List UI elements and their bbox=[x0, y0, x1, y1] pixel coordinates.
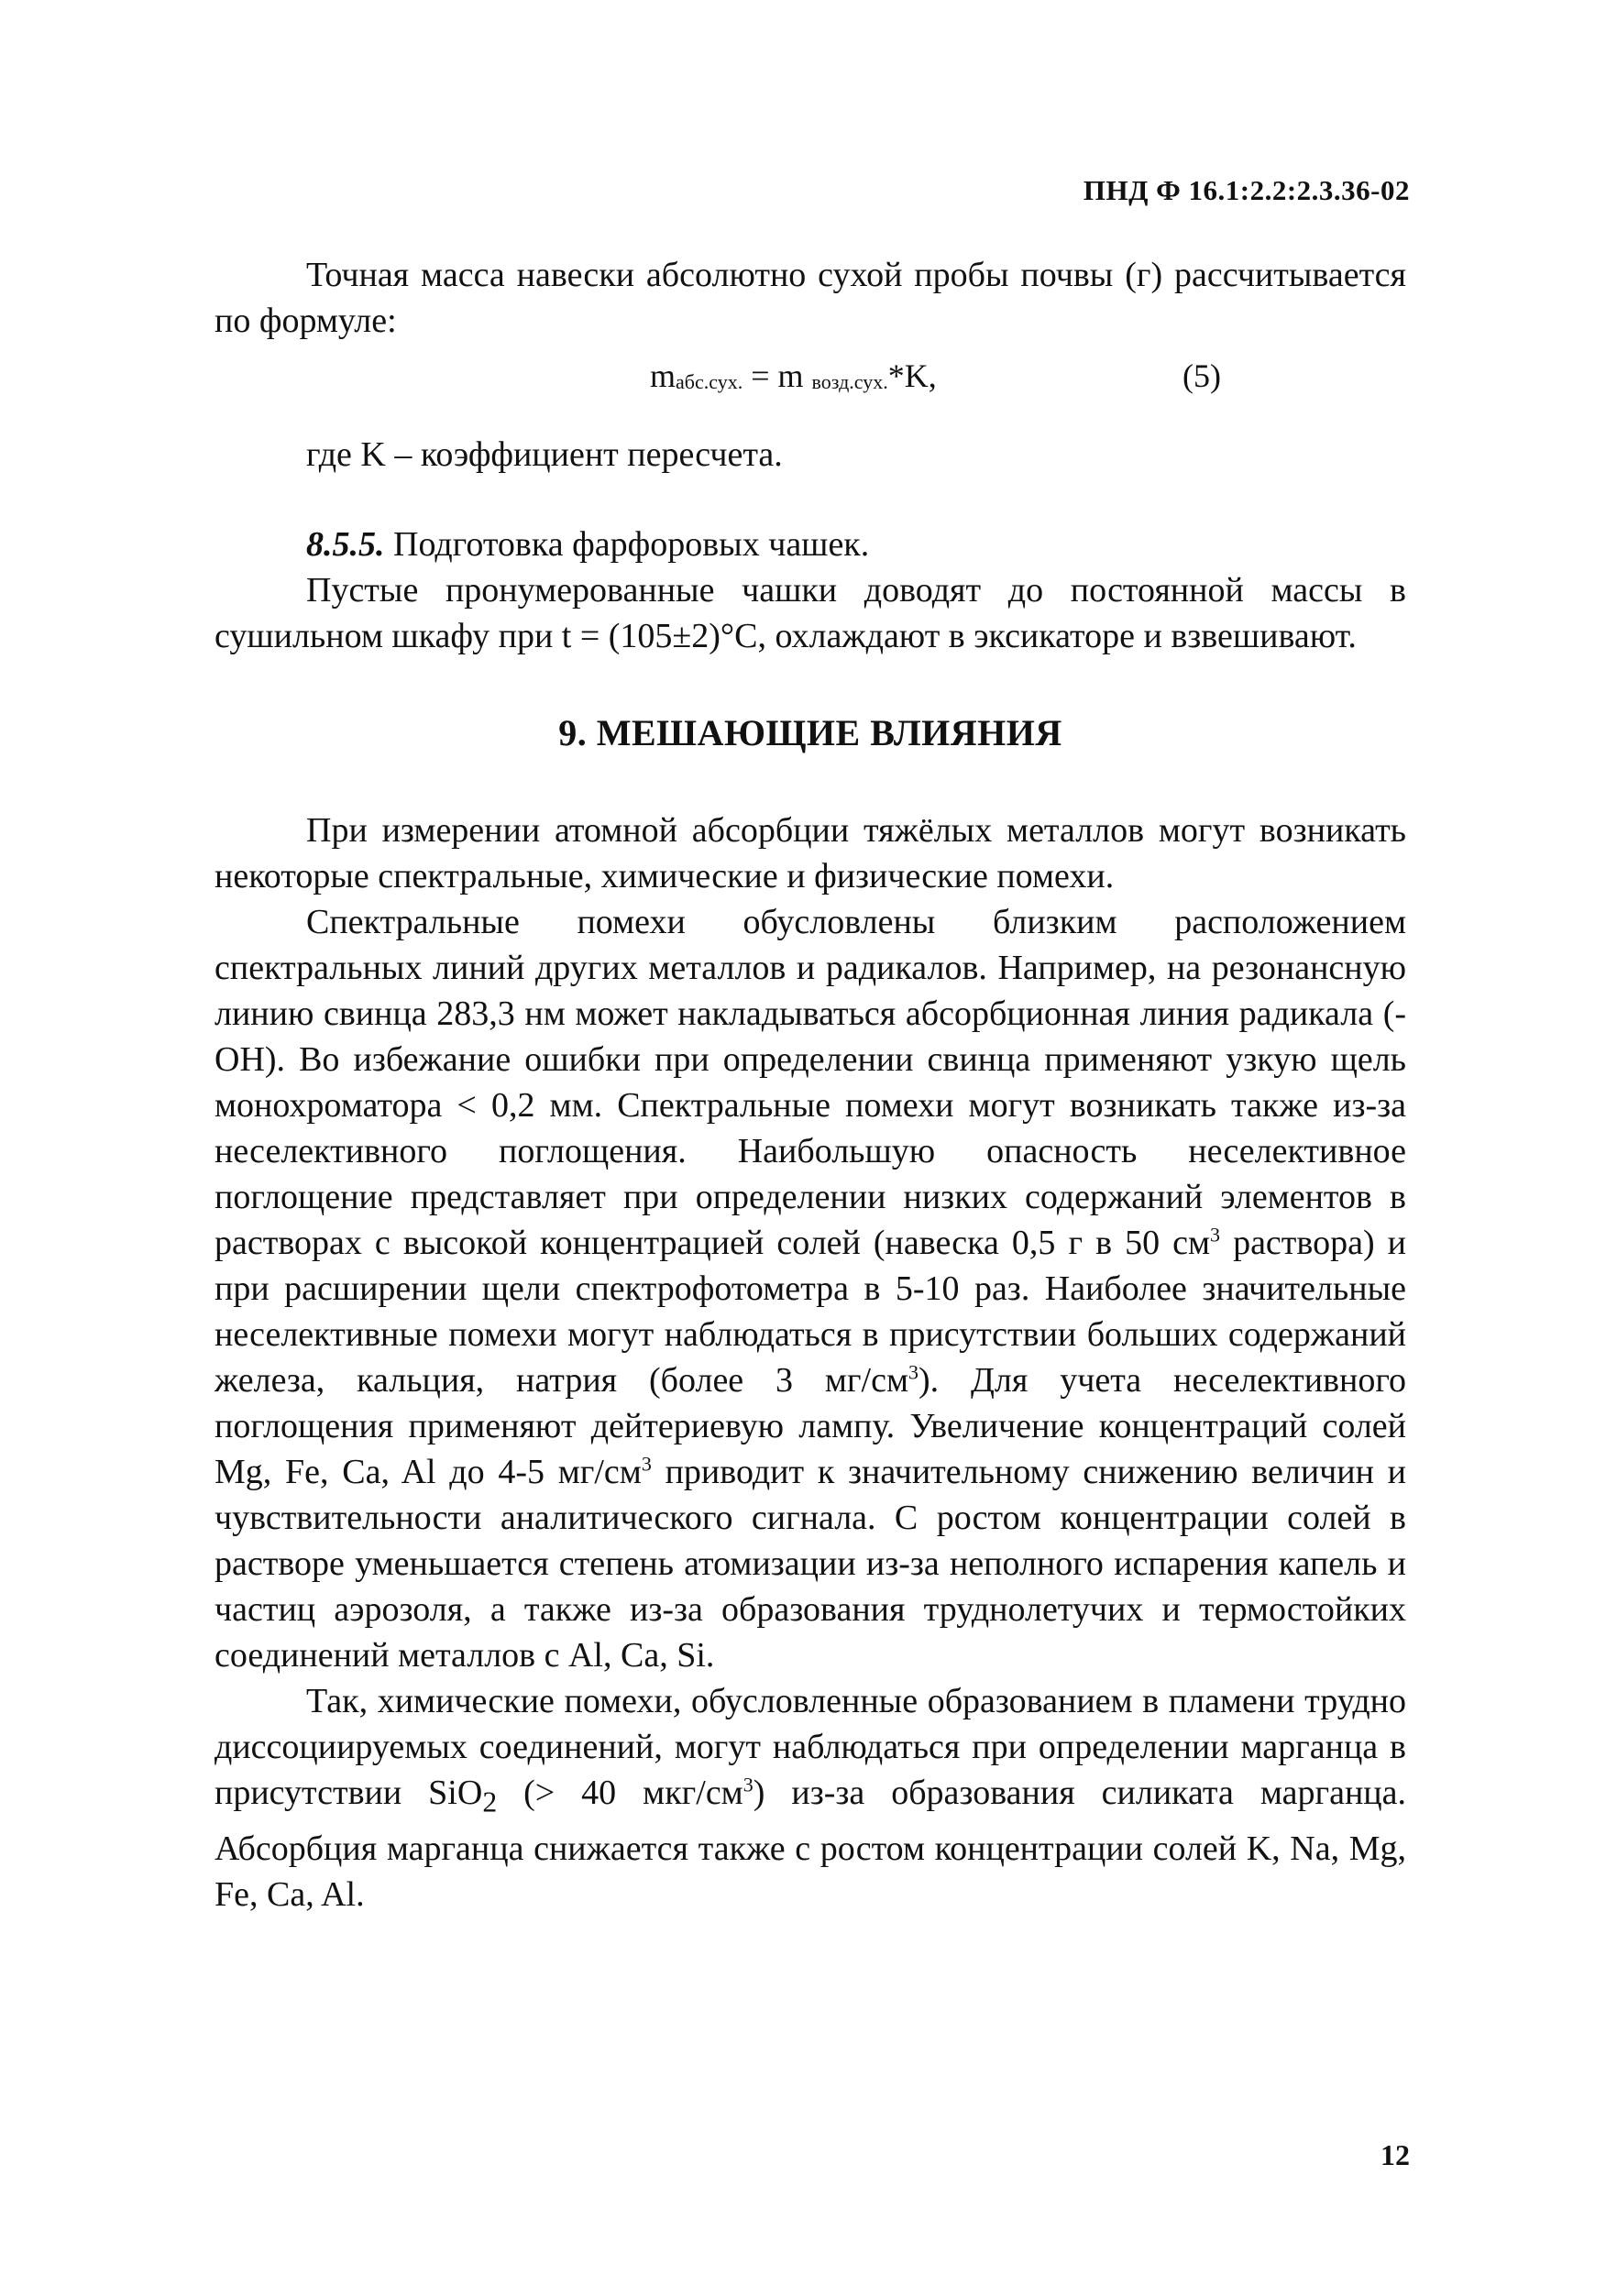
paragraph-3-part-b: (> 40 мкг/см bbox=[497, 1774, 743, 1812]
formula-m2-subscript: возд.сух. bbox=[811, 370, 888, 393]
paragraph-2-part-a: Спектральные помехи обусловлены близким расположением спектральных линий других металлов и радикалов. Например, на резонансную линию свинца 283,3 нм может накладываться абсорбционная линия радикала (-OH). Во избежание ошибки при определении свинца применяют узкую щель монохроматора < 0,2 мм. Спектральные помехи могут возникать также из-за неселективного поглощения. Наибольшую опасность неселективное поглощение представляет при определении низких содержаний элементов в растворах с высокой концентрацией солей (навеска 0,5 г в 50 см bbox=[214, 903, 1406, 1262]
subsection-heading bbox=[214, 522, 1406, 567]
document-code-header: ПНД Ф 16.1:2.2:2.3.36-02 bbox=[1083, 174, 1410, 206]
page-content bbox=[214, 252, 1406, 1917]
section-heading: 9. МЕШАЮЩИЕ ВЛИЯНИЯ bbox=[558, 712, 1062, 753]
formula-m2: m bbox=[777, 357, 812, 394]
superscript-cube: 3 bbox=[742, 1773, 754, 1796]
formula-m1-subscript: абс.сух. bbox=[676, 370, 743, 393]
superscript-cube: 3 bbox=[1210, 1223, 1221, 1247]
superscript-cube: 3 bbox=[641, 1452, 652, 1476]
paragraph-2-part-d: приводит к значительному снижению величин и чувствительности аналитического сигнала. С ростом концентрации солей в растворе уменьшается степень атомизации из-за неполного испарения капель и частиц аэрозоля, а также из-за образования труднолетучих и термостойких соединений металлов с Al, Ca, Si. bbox=[214, 1453, 1406, 1675]
formula-tail: *K, bbox=[887, 357, 937, 394]
subscript-two: 2 bbox=[482, 1785, 498, 1818]
formula-m1: m bbox=[650, 357, 676, 394]
formula-row bbox=[214, 347, 1406, 406]
where-clause: где K – коэффициент пересчета. bbox=[306, 435, 783, 474]
section-paragraph-1: При измерении атомной абсорбции тяжёлых металлов могут возникать некоторые спектральные, химические и физические помехи. bbox=[214, 811, 1406, 895]
superscript-cube: 3 bbox=[908, 1360, 918, 1384]
subsection-title: Подготовка фарфоровых чашек. bbox=[384, 525, 870, 564]
page-number: 12 bbox=[1380, 2138, 1410, 2171]
paragraph-2-part-c: ). Для учета неселективного поглощения применяют дейтериевую лампу. Увеличение концентраций солей Mg, Fe, Ca, Al до 4-5 мг/см bbox=[214, 1361, 1406, 1491]
section-paragraph-3 bbox=[214, 1678, 1406, 1917]
paragraph-3-part-a: Так, химические помехи, обусловленные образованием в пламени трудно диссоциируемых соединений, могут наблюдаться при определении марганца в присутствии SiO bbox=[214, 1682, 1406, 1812]
formula bbox=[650, 353, 937, 405]
subsection-number: 8.5.5. bbox=[306, 525, 385, 564]
subsection-body: Пустые пронумерованные чашки доводят до постоянной массы в сушильном шкафу при t = (105±2)°С, охлаждают в эксикаторе и взвешивают. bbox=[214, 571, 1406, 655]
paragraph-2-part-b: раствора) и при расширении щели спектрофотометра в 5-10 раз. Наиболее значительные неселективные помехи могут наблюдаться в присутствии больших содержаний железа, кальция, натрия (более 3 мг/см bbox=[214, 1224, 1406, 1400]
paragraph-3-part-c: ) из-за образования силиката марганца. Абсорбция марганца снижается также с ростом концентрации солей K, Na, Mg, Fe, Ca, Al. bbox=[214, 1774, 1406, 1914]
formula-number: (5) bbox=[1182, 357, 1221, 394]
section-paragraph-2 bbox=[214, 899, 1406, 1678]
intro-paragraph: Точная масса навески абсолютно сухой пробы почвы (г) рассчитывается по формуле: bbox=[214, 256, 1406, 340]
formula-equals: = bbox=[742, 357, 778, 394]
